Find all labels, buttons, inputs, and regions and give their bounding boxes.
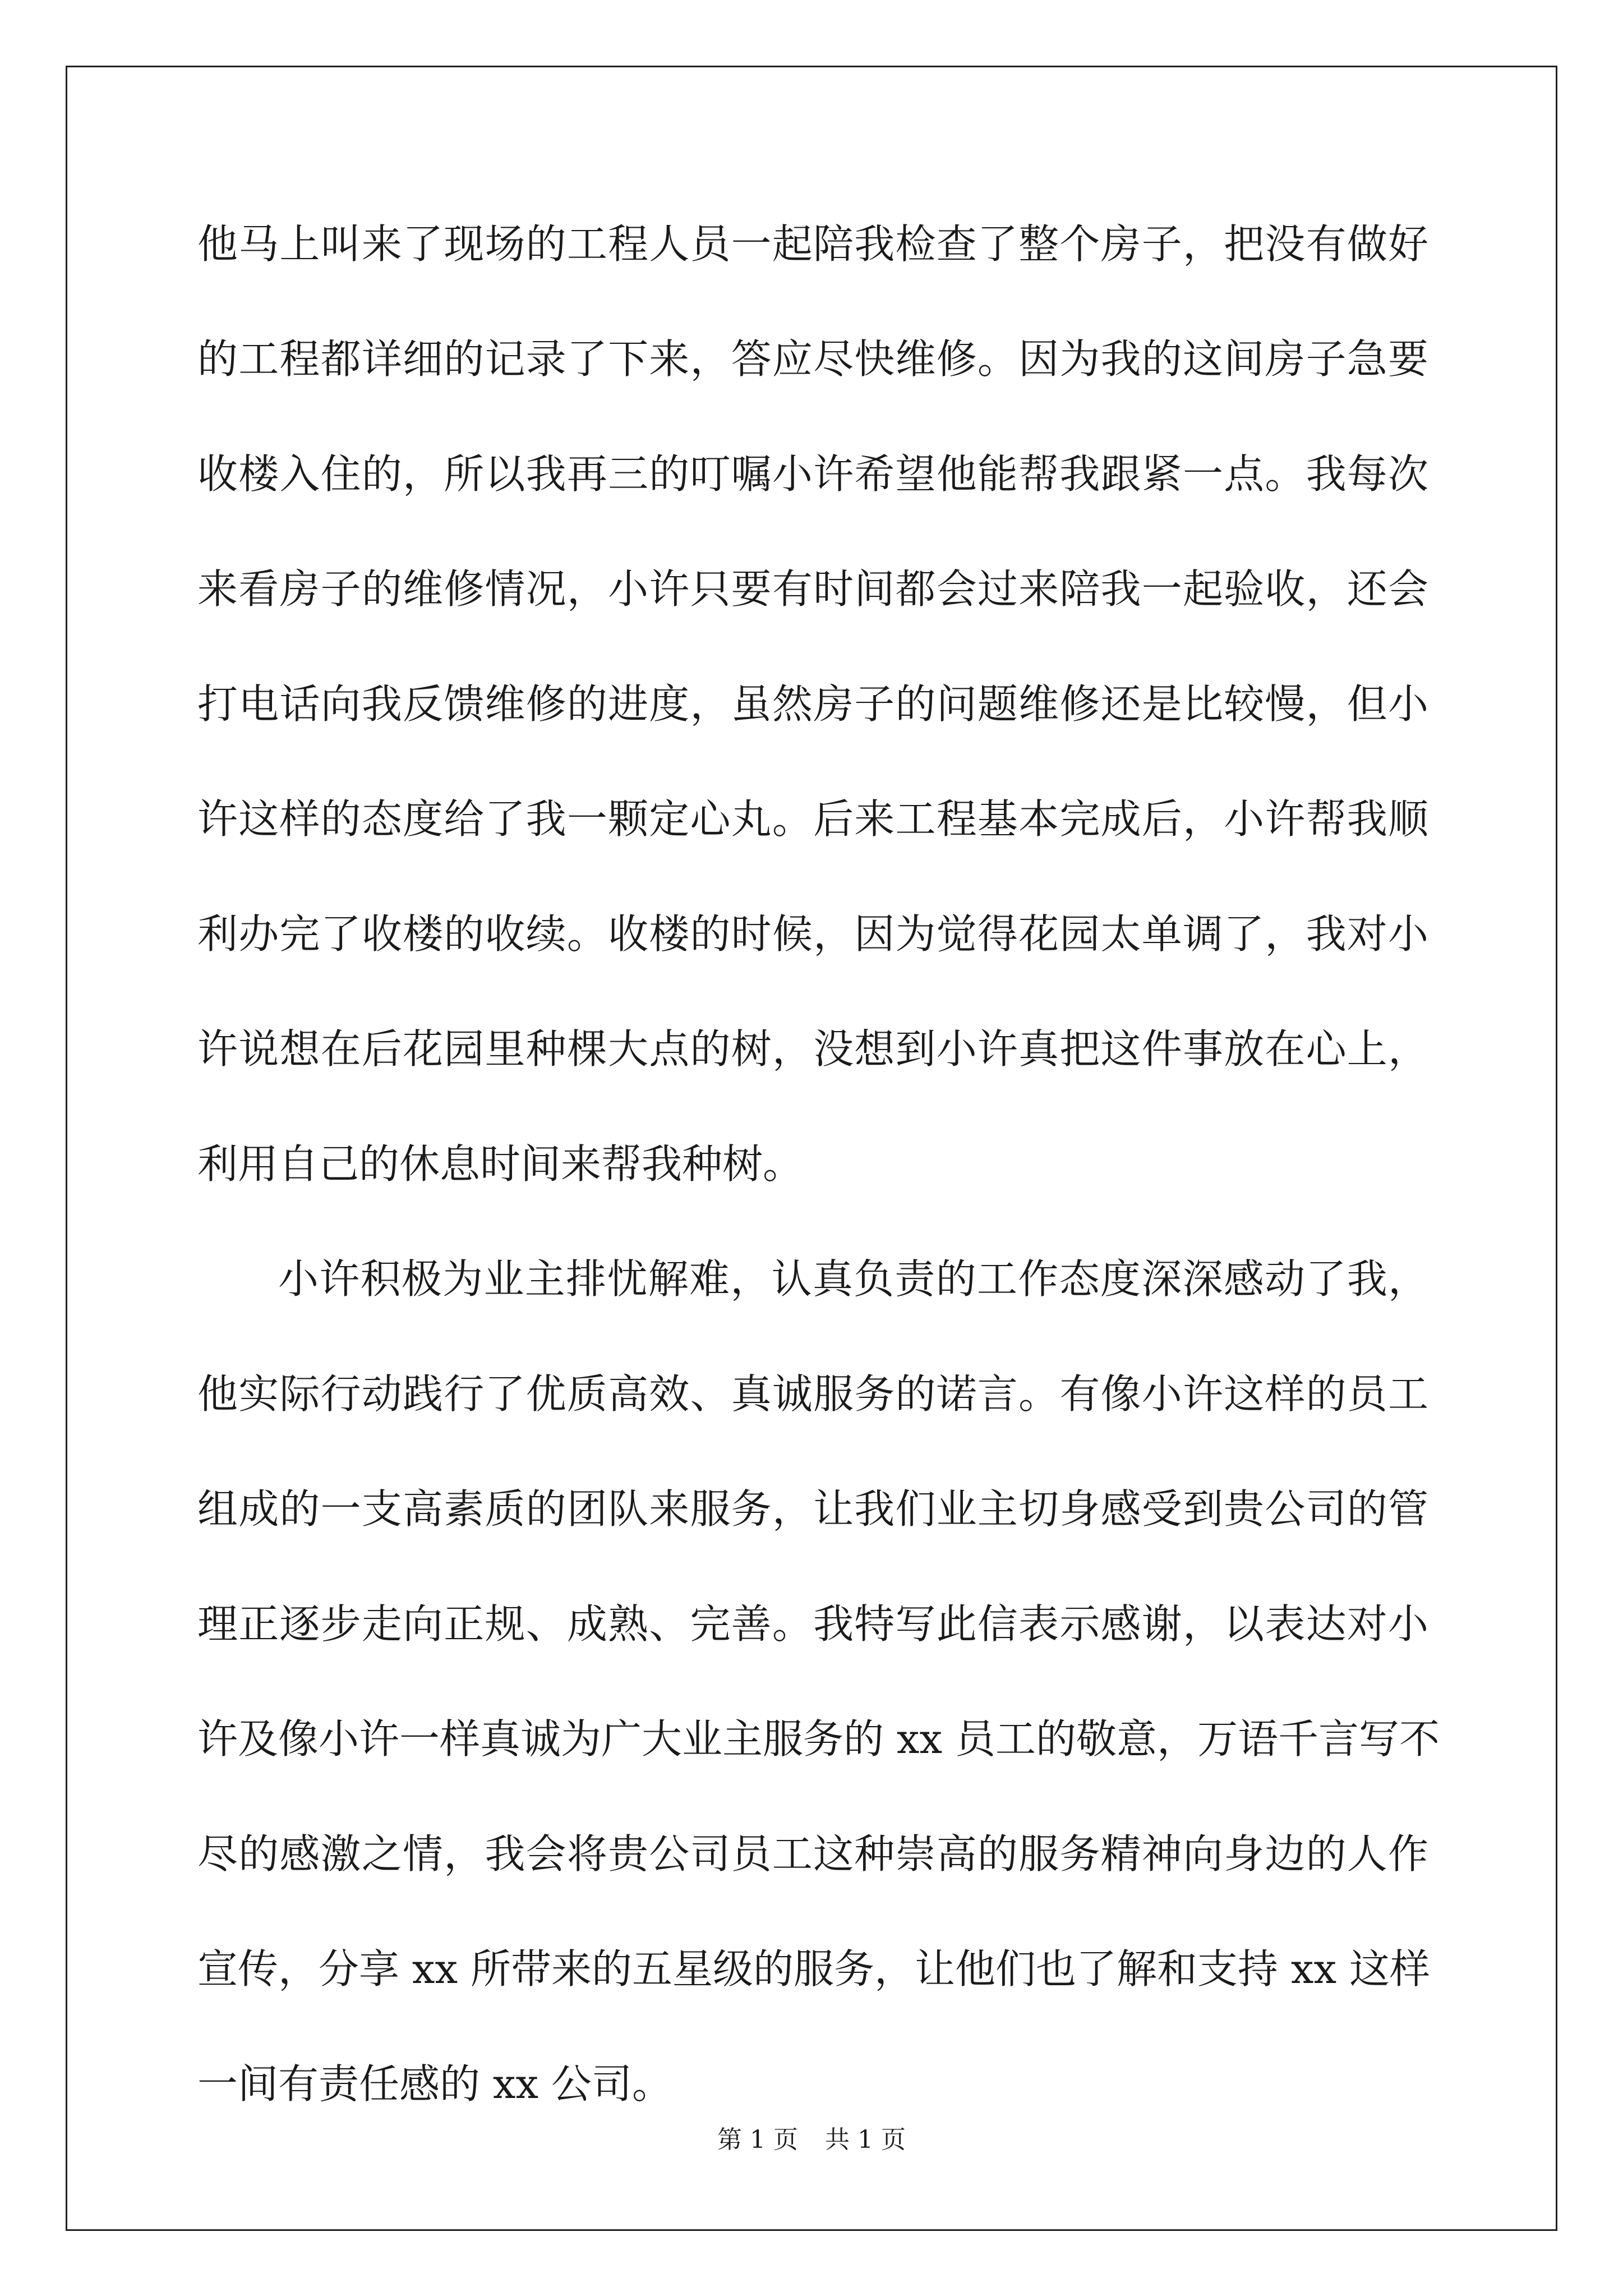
text-line-paragraph-end: 利用自己的休息时间来帮我种树。 — [197, 1140, 804, 1188]
text-line: 宣传，分享 xx 所带来的五星级的服务，让他们也了解和支持 xx 这样 — [197, 1945, 1430, 1993]
text-line: 打电话向我反馈维修的进度，虽然房子的问题维修还是比较慢，但小 — [197, 680, 1428, 728]
text-line: 收楼入住的，所以我再三的叮嘱小许希望他能帮我跟紧一点。我每次 — [197, 450, 1428, 498]
text-line: 理正逐步走向正规、成熟、完善。我特写此信表示感谢，以表达对小 — [197, 1600, 1428, 1648]
text-line: 利办完了收楼的收续。收楼的时候，因为觉得花园太单调了，我对小 — [197, 910, 1428, 958]
text-line: 他实际行动践行了优质高效、真诚服务的诺言。有像小许这样的员工 — [197, 1370, 1428, 1418]
text-line: 他马上叫来了现场的工程人员一起陪我检查了整个房子，把没有做好 — [197, 220, 1428, 268]
page-number-current: 第 1 页 — [717, 2125, 798, 2154]
text-line: 的工程都详细的记录了下来，答应尽快维修。因为我的这间房子急要 — [197, 335, 1428, 383]
text-line: 组成的一支高素质的团队来服务，让我们业主切身感受到贵公司的管 — [197, 1485, 1428, 1533]
page-footer — [0, 2123, 1623, 2157]
page-number-total: 共 1 页 — [825, 2125, 906, 2154]
text-line-paragraph-start: 小许积极为业主排忧解难，认真负责的工作态度深深感动了我， — [278, 1255, 1428, 1303]
text-line: 许这样的态度给了我一颗定心丸。后来工程基本完成后，小许帮我顺 — [197, 795, 1428, 843]
text-line: 来看房子的维修情况，小许只要有时间都会过来陪我一起验收，还会 — [197, 565, 1428, 613]
text-line: 许说想在后花园里种棵大点的树，没想到小许真把这件事放在心上， — [197, 1025, 1428, 1073]
text-line: 许及像小许一样真诚为广大业主服务的 xx 员工的敬意，万语千言写不 — [197, 1715, 1440, 1763]
text-line-paragraph-end: 一间有责任感的 xx 公司。 — [197, 2060, 672, 2108]
text-line: 尽的感激之情，我会将贵公司员工这种崇高的服务精神向身边的人作 — [197, 1830, 1428, 1878]
